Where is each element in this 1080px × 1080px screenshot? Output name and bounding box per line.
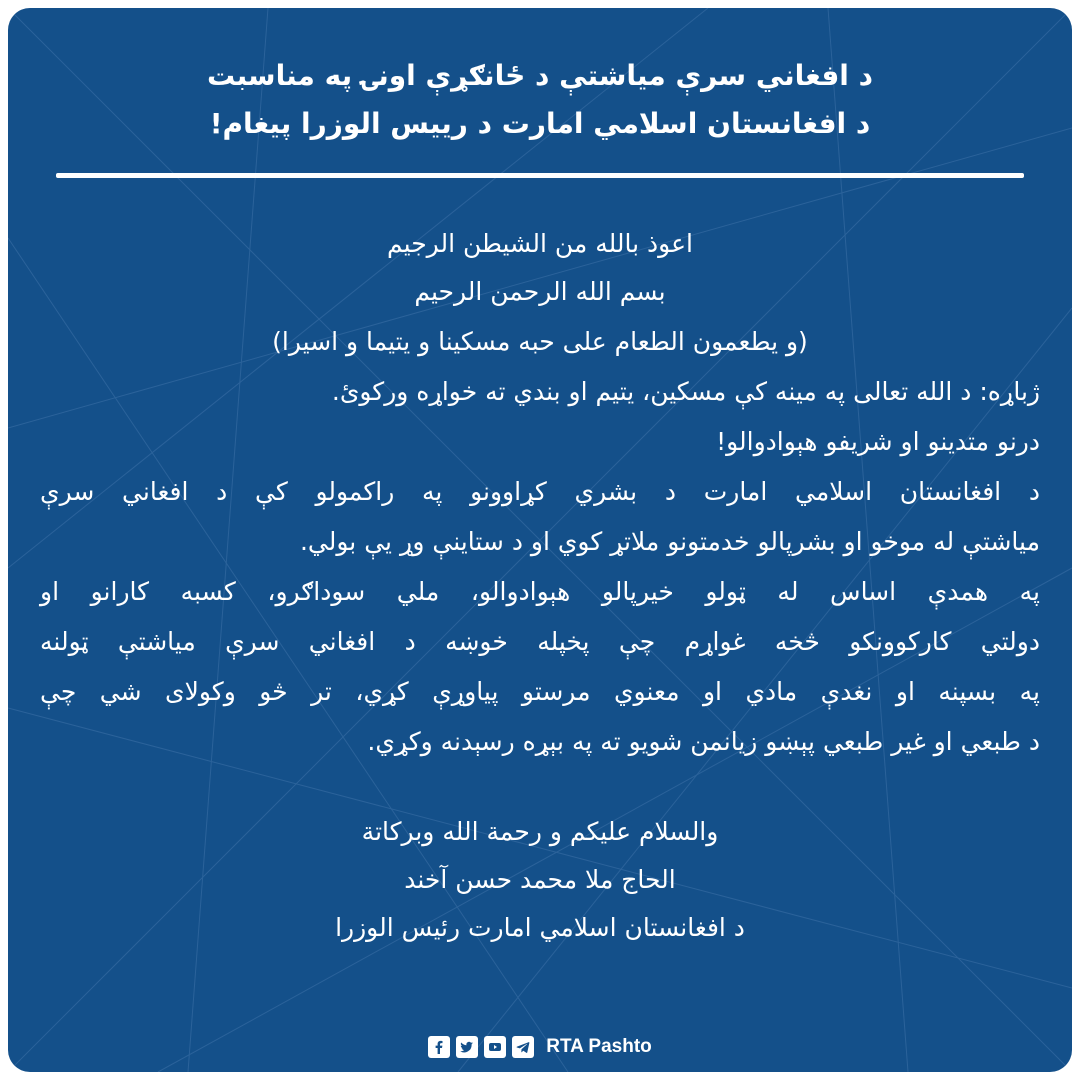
body-line-5: په همدې اساس له ټولو خيرپالو هېوادوالو، ملي سوداګرو، کسبه کارانو او [40,577,1040,606]
body-line-3: د افغانستان اسلامي امارت د بشري کړاوونو په راکمولو کې د افغاني سرې [40,477,1040,506]
signatory-title: د افغانستان اسلامي امارت رئيس الوزرا [335,913,745,942]
intro-line-2: بسم الله الرحمن الرحيم [414,277,666,306]
intro-line-1: اعوذ بالله من الشيطن الرجيم [387,229,693,258]
body-line-1: ژباړه: د الله تعالی په مينه کې مسکين، يتيم او بندي ته خواړه ورکوئ. [331,377,1040,406]
signatory-name: الحاج ملا محمد حسن آخند [404,865,676,894]
telegram-icon[interactable] [512,1036,534,1058]
body-line-4: مياشتې له موخو او بشرپالو خدمتونو ملاتړ کوي او د ستاينې وړ يې بولي. [299,527,1040,556]
title-line-2: د افغانستان اسلامي امارت د رييس الوزرا پيغام! [209,107,871,140]
body-line-6: دولتي کارکوونکو څخه غواړم چې پخپله خوښه د افغاني سرې مياشتې ټولنه [40,627,1040,656]
twitter-icon[interactable] [456,1036,478,1058]
closing-greeting: والسلام عليكم و رحمة الله وبركاتة [361,817,719,846]
intro-line-3: (و يطعمون الطعام على حبه مسكينا و يتيما و اسيرا) [272,327,808,356]
body-line-7: په بسپنه او نغدې مادي او معنوي مرستو پياوړې کړي، تر څو وکولای شي چې [40,677,1040,706]
footer-branding [8,1030,1072,1064]
brand-label: RTA Pashto [546,1036,652,1057]
youtube-icon[interactable] [484,1036,506,1058]
body-line-8: د طبعي او غير طبعي پېښو زيانمن شويو ته په بېړه رسېدنه وکړي. [367,727,1040,756]
post-card [8,8,1072,1072]
body-line-2: درنو متدينو او شريفو هېوادوالو! [716,427,1040,456]
facebook-icon[interactable] [428,1036,450,1058]
title-divider [56,173,1024,178]
title-line-1: د افغاني سرې مياشتې د ځانګړې اونۍ په مناسبت [206,59,874,92]
